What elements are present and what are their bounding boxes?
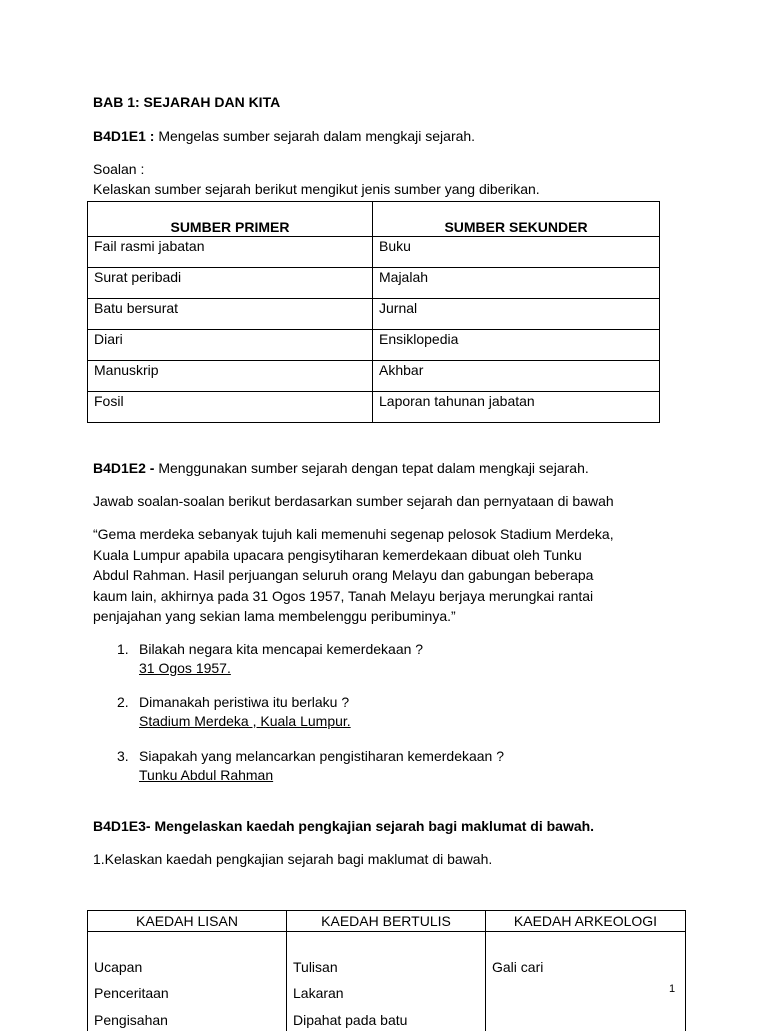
section-1-instruction: Kelaskan sumber sejarah berikut mengikut jenis sumber yang diberikan.: [93, 181, 540, 197]
section-3-title: B4D1E3- Mengelaskan kaedah pengkajian sejarah bagi maklumat di bawah.: [93, 818, 595, 834]
header-primer: SUMBER PRIMER: [88, 202, 373, 237]
section-2-code: B4D1E2 -: [93, 460, 155, 476]
question-1: [117, 640, 423, 678]
table-cell: Ensiklopedia: [373, 330, 660, 361]
table-cell: Lakaran: [293, 985, 344, 1001]
question-text: Dimanakah peristiwa itu berlaku ?: [139, 694, 350, 710]
table-cell: Manuskrip: [88, 361, 373, 392]
answer-text: Stadium Merdeka , Kuala Lumpur.: [139, 713, 351, 729]
table-cell: Surat peribadi: [88, 268, 373, 299]
question-3: [117, 747, 504, 785]
column-arkeologi: [486, 911, 686, 1031]
section-1-heading: [93, 126, 475, 146]
table-cell: Diari: [88, 330, 373, 361]
section-2-instruction: Jawab soalan-soalan berikut berdasarkan sumber sejarah dan pernyataan di bawah: [93, 493, 614, 509]
page-number: 1: [669, 983, 676, 995]
question-2: [117, 693, 351, 731]
quote-paragraph: [93, 524, 683, 627]
quote-line: kaum lain, akhirnya pada 31 Ogos 1957, Tanah Melayu berjaya merungkai rantai: [93, 587, 594, 604]
table-cell: Dipahat pada batu: [293, 1012, 408, 1028]
kaedah-table: [87, 910, 686, 1031]
table-row: [88, 299, 660, 330]
table-cell: Jurnal: [373, 299, 660, 330]
table-cell: Majalah: [373, 268, 660, 299]
quote-line: Abdul Rahman. Hasil perjuangan seluruh orang Melayu dan gabungan beberapa: [93, 567, 594, 583]
column-bertulis: [287, 911, 486, 1031]
question-text: Siapakah yang melancarkan pengistiharan kemerdekaan ?: [139, 748, 505, 764]
header-lisan: KAEDAH LISAN: [88, 911, 286, 932]
table-cell: Laporan tahunan jabatan: [373, 392, 660, 423]
table-row: [88, 361, 660, 392]
header-sekunder: SUMBER SEKUNDER: [373, 202, 660, 237]
sumber-table: [87, 201, 660, 423]
table-row: [88, 392, 660, 423]
quote-line: Kuala Lumpur apabila upacara pengisytiharan kemerdekaan dibuat oleh Tunku: [93, 546, 582, 563]
table-cell: Penceritaan: [94, 985, 169, 1001]
table-cell: Gali cari: [492, 959, 544, 975]
section-3-instruction: 1.Kelaskan kaedah pengkajian sejarah bagi maklumat di bawah.: [93, 851, 493, 867]
header-bertulis: KAEDAH BERTULIS: [287, 911, 485, 932]
soalan-label: Soalan :: [93, 161, 145, 177]
column-lisan: [88, 911, 287, 1031]
quote-line: “Gema merdeka sebanyak tujuh kali memenuhi segenap pelosok Stadium Merdeka,: [93, 526, 614, 542]
section-1-title: Mengelas sumber sejarah dalam mengkaji sejarah.: [158, 128, 476, 144]
table-cell: Fail rasmi jabatan: [88, 237, 373, 268]
table-row: [88, 237, 660, 268]
question-number: 2.: [117, 694, 129, 710]
table-header-row: [88, 202, 660, 237]
section-1-code: B4D1E1 :: [93, 128, 155, 144]
table-cell: Batu bersurat: [88, 299, 373, 330]
table-cell: Buku: [373, 237, 660, 268]
question-number: 3.: [117, 748, 129, 764]
answer-text: 31 Ogos 1957.: [139, 660, 231, 676]
table-row: [88, 268, 660, 299]
question-text: Bilakah negara kita mencapai kemerdekaan ?: [139, 641, 424, 657]
header-arkeologi: KAEDAH ARKEOLOGI: [486, 911, 685, 932]
quote-line: penjajahan yang sekian lama membelenggu peribuminya.”: [93, 608, 456, 624]
section-2-title: Menggunakan sumber sejarah dengan tepat dalam mengkaji sejarah.: [158, 460, 589, 476]
table-cell: Pengisahan: [94, 1012, 168, 1028]
table-cell: Akhbar: [373, 361, 660, 392]
table-row: [88, 330, 660, 361]
answer-text: Tunku Abdul Rahman: [139, 767, 274, 783]
chapter-title: BAB 1: SEJARAH DAN KITA: [93, 94, 281, 110]
table-cell: Fosil: [88, 392, 373, 423]
question-number: 1.: [117, 641, 129, 657]
table-cell: Ucapan: [94, 959, 143, 975]
table-cell: Tulisan: [293, 959, 338, 975]
section-2-heading: [93, 458, 589, 478]
